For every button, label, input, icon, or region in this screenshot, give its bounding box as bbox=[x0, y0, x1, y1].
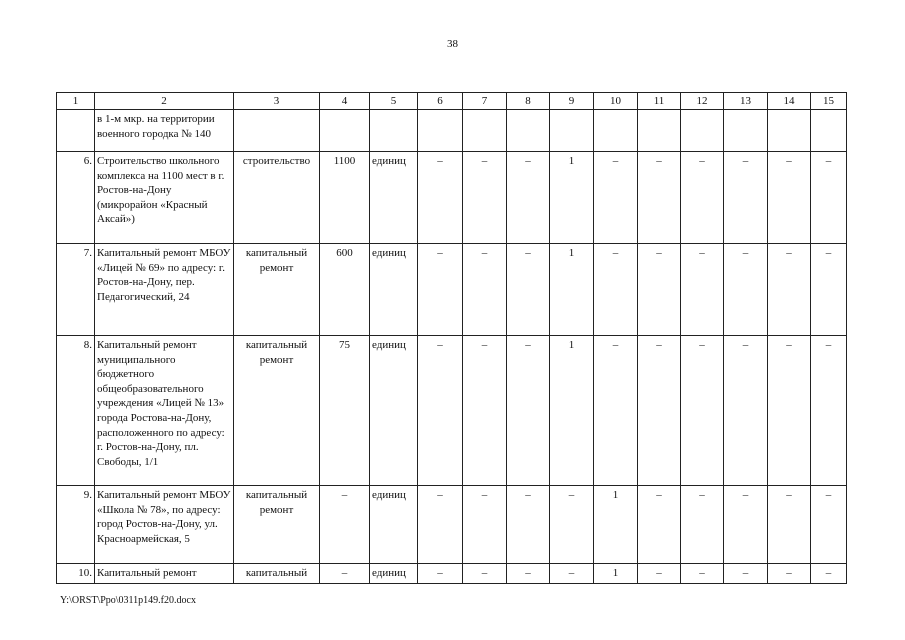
year-value-cell: – bbox=[811, 486, 847, 564]
year-value-cell: – bbox=[463, 564, 507, 584]
column-header-5: 5 bbox=[370, 93, 418, 110]
year-value-cell: – bbox=[507, 486, 550, 564]
object-name-cell: Капитальный ремонт bbox=[95, 564, 234, 584]
table-header-row bbox=[57, 93, 847, 110]
column-header-15: 15 bbox=[811, 93, 847, 110]
year-value-cell: – bbox=[768, 152, 811, 244]
file-path-footer: Y:\ORST\Ppo\0311p149.f20.docx bbox=[60, 595, 196, 606]
column-header-8: 8 bbox=[507, 93, 550, 110]
row-number-cell: 10. bbox=[57, 564, 95, 584]
year-value-cell: – bbox=[681, 564, 724, 584]
capacity-cell: – bbox=[320, 564, 370, 584]
year-value-cell: – bbox=[463, 152, 507, 244]
work-type-cell: строительство bbox=[234, 152, 320, 244]
object-name-cell: Капитальный ремонт МБОУ «Лицей № 69» по адресу: г. Ростов-на-Дону, пер. Педагогический, 24 bbox=[95, 244, 234, 336]
year-value-cell: – bbox=[463, 244, 507, 336]
year-value-cell: – bbox=[724, 152, 768, 244]
table-row bbox=[57, 564, 847, 584]
year-value-cell bbox=[550, 110, 594, 152]
year-value-cell: – bbox=[681, 486, 724, 564]
unit-cell: единиц bbox=[370, 564, 418, 584]
year-value-cell: – bbox=[550, 564, 594, 584]
column-header-13: 13 bbox=[724, 93, 768, 110]
capacity-cell bbox=[320, 110, 370, 152]
year-value-cell: – bbox=[638, 244, 681, 336]
table-row bbox=[57, 244, 847, 336]
year-value-cell: 1 bbox=[550, 244, 594, 336]
capacity-cell: 75 bbox=[320, 336, 370, 486]
year-value-cell: – bbox=[811, 336, 847, 486]
year-value-cell bbox=[463, 110, 507, 152]
table-row bbox=[57, 486, 847, 564]
column-header-10: 10 bbox=[594, 93, 638, 110]
year-value-cell: – bbox=[638, 336, 681, 486]
year-value-cell: – bbox=[768, 336, 811, 486]
work-type-cell: капитальный ремонт bbox=[234, 486, 320, 564]
year-value-cell: – bbox=[681, 336, 724, 486]
year-value-cell: 1 bbox=[594, 564, 638, 584]
year-value-cell: – bbox=[418, 152, 463, 244]
year-value-cell: – bbox=[768, 486, 811, 564]
year-value-cell: – bbox=[594, 336, 638, 486]
object-name-cell: Капитальный ремонт МБОУ «Школа № 78», по адресу: город Ростов-на-Дону, ул. Красноармейская, 5 bbox=[95, 486, 234, 564]
table-row bbox=[57, 152, 847, 244]
unit-cell: единиц bbox=[370, 486, 418, 564]
year-value-cell: – bbox=[507, 152, 550, 244]
unit-cell: единиц bbox=[370, 244, 418, 336]
column-header-3: 3 bbox=[234, 93, 320, 110]
capacity-cell: 1100 bbox=[320, 152, 370, 244]
year-value-cell: – bbox=[507, 564, 550, 584]
page-number: 38 bbox=[447, 38, 458, 50]
year-value-cell: – bbox=[724, 244, 768, 336]
work-type-cell bbox=[234, 110, 320, 152]
object-name-cell: в 1-м мкр. на территории военного городка № 140 bbox=[95, 110, 234, 152]
year-value-cell: – bbox=[418, 564, 463, 584]
capacity-cell: 600 bbox=[320, 244, 370, 336]
unit-cell: единиц bbox=[370, 336, 418, 486]
year-value-cell: – bbox=[463, 486, 507, 564]
column-header-2: 2 bbox=[95, 93, 234, 110]
year-value-cell bbox=[507, 110, 550, 152]
table-row bbox=[57, 110, 847, 152]
year-value-cell bbox=[811, 110, 847, 152]
year-value-cell: – bbox=[681, 152, 724, 244]
year-value-cell: – bbox=[638, 564, 681, 584]
column-header-4: 4 bbox=[320, 93, 370, 110]
year-value-cell: – bbox=[507, 336, 550, 486]
column-header-11: 11 bbox=[638, 93, 681, 110]
table-body bbox=[57, 110, 847, 584]
year-value-cell: – bbox=[507, 244, 550, 336]
capacity-cell: – bbox=[320, 486, 370, 564]
year-value-cell bbox=[638, 110, 681, 152]
year-value-cell: – bbox=[418, 336, 463, 486]
column-header-14: 14 bbox=[768, 93, 811, 110]
year-value-cell bbox=[724, 110, 768, 152]
row-number-cell bbox=[57, 110, 95, 152]
year-value-cell: – bbox=[681, 244, 724, 336]
work-type-cell: капитальный ремонт bbox=[234, 244, 320, 336]
year-value-cell: – bbox=[418, 486, 463, 564]
year-value-cell: – bbox=[638, 486, 681, 564]
year-value-cell: 1 bbox=[594, 486, 638, 564]
year-value-cell: – bbox=[768, 244, 811, 336]
unit-cell bbox=[370, 110, 418, 152]
data-table bbox=[56, 92, 847, 584]
year-value-cell: – bbox=[724, 336, 768, 486]
year-value-cell bbox=[594, 110, 638, 152]
year-value-cell: – bbox=[550, 486, 594, 564]
year-value-cell bbox=[768, 110, 811, 152]
year-value-cell: – bbox=[811, 152, 847, 244]
year-value-cell: – bbox=[768, 564, 811, 584]
year-value-cell: 1 bbox=[550, 152, 594, 244]
column-header-12: 12 bbox=[681, 93, 724, 110]
column-header-9: 9 bbox=[550, 93, 594, 110]
row-number-cell: 7. bbox=[57, 244, 95, 336]
work-type-cell: капитальный ремонт bbox=[234, 336, 320, 486]
year-value-cell: 1 bbox=[550, 336, 594, 486]
column-header-7: 7 bbox=[463, 93, 507, 110]
year-value-cell: – bbox=[594, 244, 638, 336]
column-header-1: 1 bbox=[57, 93, 95, 110]
year-value-cell: – bbox=[811, 564, 847, 584]
column-header-6: 6 bbox=[418, 93, 463, 110]
year-value-cell bbox=[681, 110, 724, 152]
table-row bbox=[57, 336, 847, 486]
year-value-cell: – bbox=[418, 244, 463, 336]
work-type-cell: капитальный bbox=[234, 564, 320, 584]
year-value-cell: – bbox=[463, 336, 507, 486]
object-name-cell: Капитальный ремонт муниципального бюджетного общеобразовательного учреждения «Лицей № 13» города Ростова-на-Дону, расположенного по адресу: г. Ростов-на-Дону, пл. Свободы, 1/1 bbox=[95, 336, 234, 486]
year-value-cell bbox=[418, 110, 463, 152]
unit-cell: единиц bbox=[370, 152, 418, 244]
row-number-cell: 6. bbox=[57, 152, 95, 244]
object-name-cell: Строительство школьного комплекса на 1100 мест в г. Ростов-на-Дону (микрорайон «Красный Аксай») bbox=[95, 152, 234, 244]
year-value-cell: – bbox=[724, 486, 768, 564]
year-value-cell: – bbox=[638, 152, 681, 244]
year-value-cell: – bbox=[724, 564, 768, 584]
row-number-cell: 8. bbox=[57, 336, 95, 486]
year-value-cell: – bbox=[594, 152, 638, 244]
year-value-cell: – bbox=[811, 244, 847, 336]
row-number-cell: 9. bbox=[57, 486, 95, 564]
